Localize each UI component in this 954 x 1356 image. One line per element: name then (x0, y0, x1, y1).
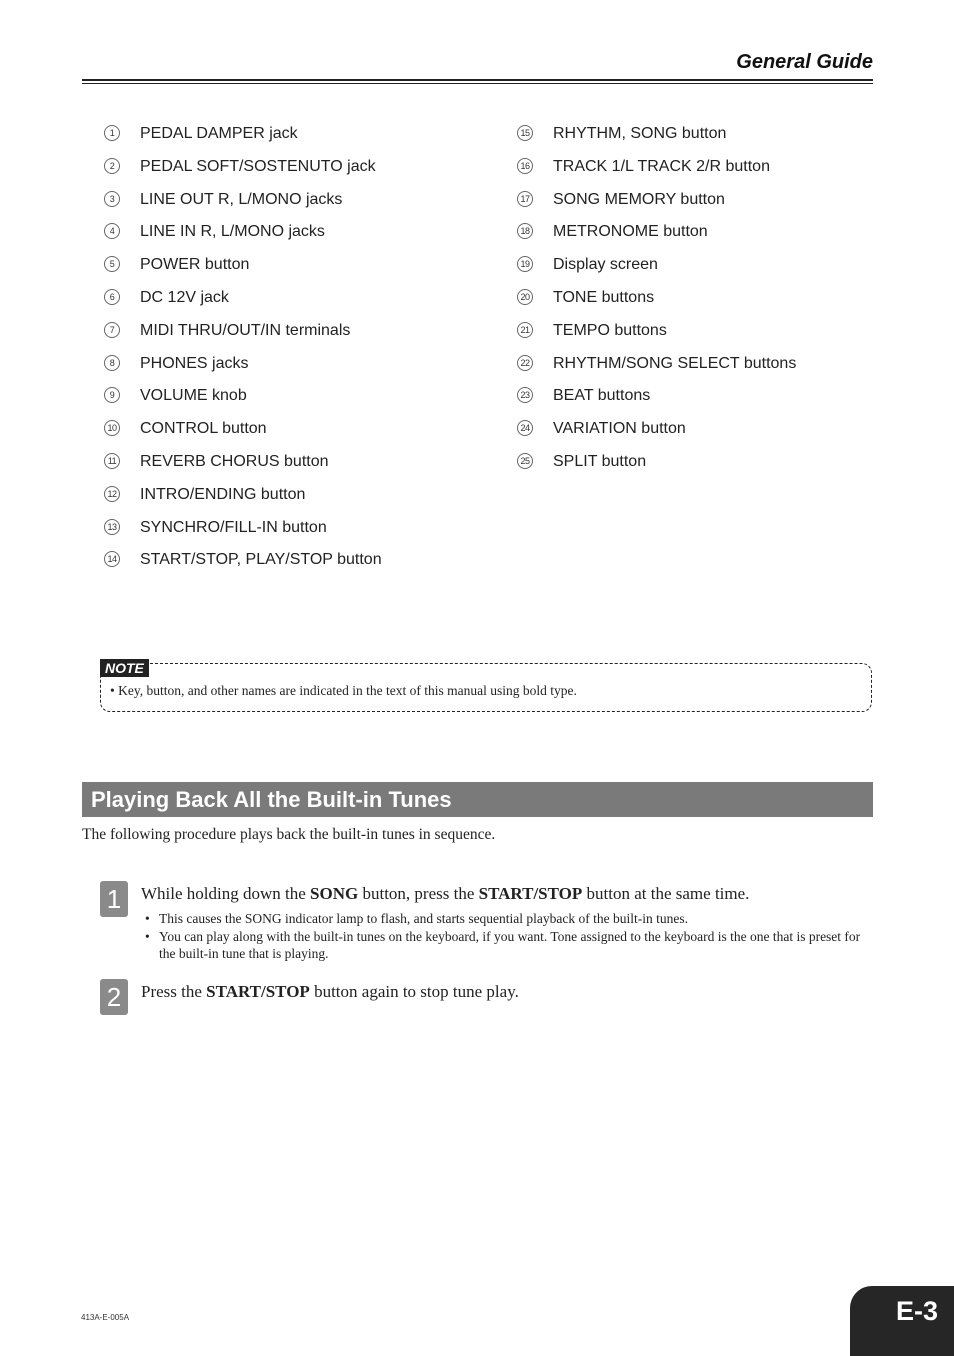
item-label: METRONOME button (553, 223, 708, 241)
list-item (517, 417, 796, 450)
item-label: PEDAL SOFT/SOSTENUTO jack (140, 157, 376, 175)
item-number-badge: 16 (517, 158, 533, 174)
step-text: button, press the (358, 884, 479, 903)
guide-list-right (517, 122, 796, 483)
item-number-badge: 15 (517, 125, 533, 141)
step-instruction (141, 884, 749, 904)
header-rule-thin (82, 83, 873, 84)
section-intro: The following procedure plays back the built-in tunes in sequence. (82, 826, 496, 843)
step-text: button at the same time. (582, 884, 750, 903)
list-item (104, 417, 382, 450)
item-label: SYNCHRO/FILL-IN button (140, 518, 327, 536)
item-number-badge: 18 (517, 223, 533, 239)
item-number-badge: 8 (104, 355, 120, 371)
header-title: General Guide (736, 51, 873, 73)
item-number-badge: 1 (104, 125, 120, 141)
list-item (517, 122, 796, 155)
list-item (517, 319, 796, 352)
item-label: SPLIT button (553, 452, 647, 470)
step-number-badge: 1 (100, 881, 128, 917)
item-number-badge: 4 (104, 223, 120, 239)
list-item (104, 516, 382, 549)
item-label: START/STOP, PLAY/STOP button (140, 551, 382, 569)
item-label: INTRO/ENDING button (140, 485, 306, 503)
item-label: REVERB CHORUS button (140, 452, 329, 470)
step-instruction (141, 982, 519, 1002)
footer-code: 413A-E-005A (81, 1313, 130, 1322)
item-label: POWER button (140, 256, 250, 274)
item-label: VOLUME knob (140, 387, 247, 405)
section-title: Playing Back All the Built-in Tunes (82, 782, 873, 817)
item-number-badge: 23 (517, 387, 533, 403)
item-label: TONE buttons (553, 288, 655, 306)
item-label: LINE IN R, L/MONO jacks (140, 223, 325, 241)
item-number-badge: 11 (104, 453, 120, 469)
item-label: Display screen (553, 256, 658, 274)
item-number-badge: 22 (517, 355, 533, 371)
item-label: TEMPO buttons (553, 321, 667, 339)
item-number-badge: 17 (517, 191, 533, 207)
item-number-badge: 9 (104, 387, 120, 403)
item-number-badge: 3 (104, 191, 120, 207)
list-item: • This causes the SONG indicator lamp to flash, and starts sequential playback of the built-in tunes. (145, 910, 875, 928)
key-name: SONG (310, 884, 359, 903)
list-item (517, 352, 796, 385)
list-item (517, 220, 796, 253)
note-tag: NOTE (100, 659, 149, 677)
list-item (104, 220, 382, 253)
step-text: Press the (141, 982, 207, 1001)
list-item (517, 450, 796, 483)
list-item (517, 253, 796, 286)
page-number-tab: E-3 (850, 1286, 954, 1356)
step-text: button again to stop tune play. (309, 982, 519, 1001)
list-item (104, 483, 382, 516)
item-number-badge: 24 (517, 420, 533, 436)
step-text: While holding down the (141, 884, 311, 903)
item-number-badge: 12 (104, 486, 120, 502)
list-item (104, 319, 382, 352)
item-number-badge: 21 (517, 322, 533, 338)
list-item: • You can play along with the built-in tunes on the keyboard, if you want. Tone assigned to the keyboard is the one that is preset for the built-in tune that is playing. (145, 928, 875, 963)
step-bullet-list (145, 910, 875, 963)
item-number-badge: 5 (104, 256, 120, 272)
item-number-badge: 6 (104, 289, 120, 305)
item-label: RHYTHM/SONG SELECT buttons (553, 354, 797, 372)
list-item (104, 450, 382, 483)
list-item (104, 384, 382, 417)
item-number-badge: 10 (104, 420, 120, 436)
list-item (104, 352, 382, 385)
item-number-badge: 19 (517, 256, 533, 272)
item-number-badge: 2 (104, 158, 120, 174)
header-rule-thick (82, 79, 873, 81)
item-number-badge: 14 (104, 551, 120, 567)
list-item (104, 286, 382, 319)
list-item (104, 253, 382, 286)
note-text: • Key, button, and other names are indicated in the text of this manual using bold type. (110, 683, 577, 698)
item-number-badge: 13 (104, 519, 120, 535)
item-label: VARIATION button (553, 420, 686, 438)
item-number-badge: 7 (104, 322, 120, 338)
item-label: RHYTHM, SONG button (553, 125, 727, 142)
item-label: MIDI THRU/OUT/IN terminals (140, 321, 351, 339)
list-item (104, 188, 382, 221)
key-name: START/STOP (478, 884, 583, 903)
item-label: CONTROL button (140, 420, 267, 438)
item-label: BEAT buttons (553, 387, 651, 405)
item-number-badge: 20 (517, 289, 533, 305)
list-item (517, 384, 796, 417)
item-label: LINE OUT R, L/MONO jacks (140, 190, 343, 208)
item-label: DC 12V jack (140, 288, 229, 306)
list-item (104, 548, 382, 581)
key-name: START/STOP (206, 982, 310, 1001)
step-number-badge: 2 (100, 979, 128, 1015)
item-label: TRACK 1/L TRACK 2/R button (553, 157, 770, 175)
item-label: PHONES jacks (140, 354, 249, 372)
list-item (104, 155, 382, 188)
list-item (517, 155, 796, 188)
item-label: PEDAL DAMPER jack (140, 125, 298, 142)
guide-list-left (104, 122, 382, 581)
list-item (517, 188, 796, 221)
list-item (104, 122, 382, 155)
item-number-badge: 25 (517, 453, 533, 469)
list-item (517, 286, 796, 319)
item-label: SONG MEMORY button (553, 190, 725, 208)
